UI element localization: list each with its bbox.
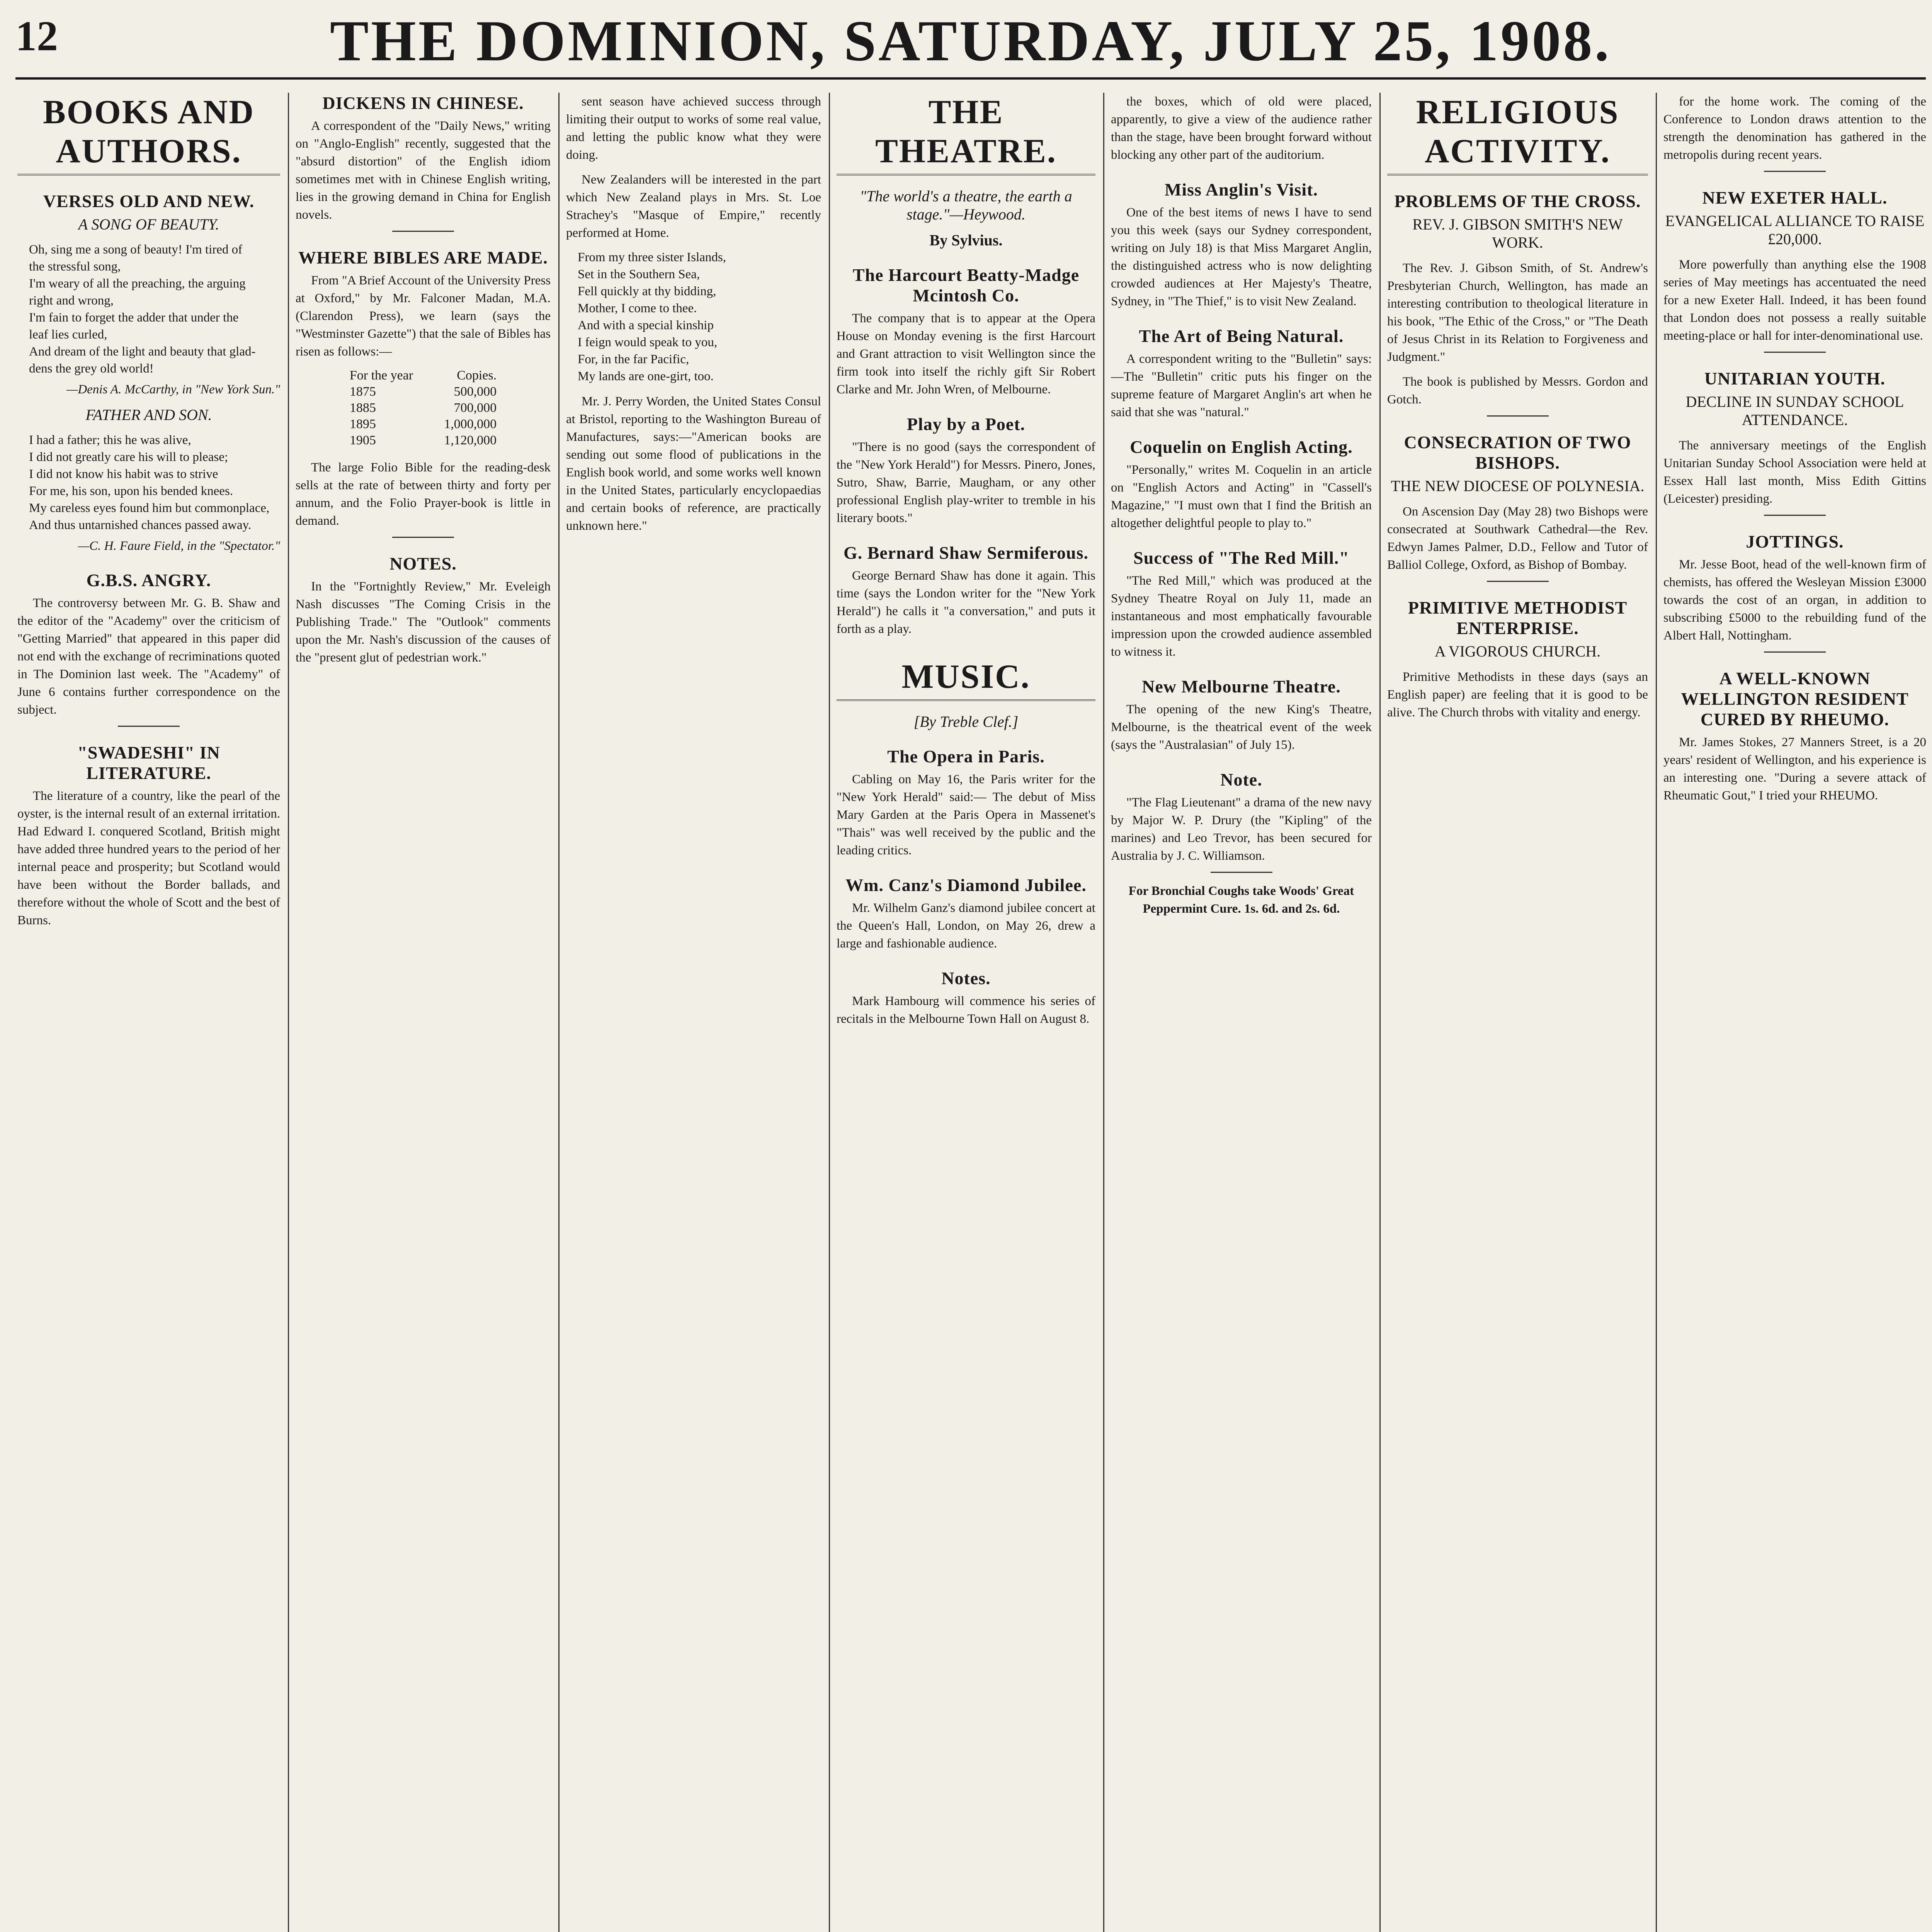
masthead — [15, 8, 1926, 73]
article-heading: VERSES OLD AND NEW. — [43, 191, 255, 211]
article-subheading: A VIGOROUS CHURCH. — [1434, 643, 1601, 660]
article-heading: PRIMITIVE METHODIST ENTERPRISE. — [1408, 598, 1628, 638]
article-body: Mr. Wilhelm Ganz's diamond jubilee concert at the Queen's Hall, London, on May 26, drew a large and fashionable audience. — [837, 901, 1095, 951]
table-cell: 700,000 — [454, 401, 497, 415]
article-body: "There is no good (says the correspondent of the "New York Herald") for Messrs. Pinero, Jones, Sutro, Shaw, Barrie, Maugham, or any other professional English play-writer to tremble in his literary boots." — [837, 440, 1095, 525]
poem-attribution: —C. H. Faure Field, in the "Spectator." — [78, 539, 280, 553]
section-title-music: MUSIC. — [901, 658, 1031, 696]
column-divider — [558, 93, 560, 1932]
section-rule — [837, 174, 1095, 175]
bible-sales-table — [334, 367, 512, 449]
article-body: the boxes, which of old were placed, apparently, to give a view of the audience rather than the stage, have been brought forward without blocking any other part of the auditorium. — [1111, 95, 1372, 162]
article-heading: CONSECRATION OF TWO BISHOPS. — [1404, 432, 1631, 473]
column-divider — [829, 93, 830, 1932]
section-rule — [1387, 174, 1648, 175]
table-cell: 1,120,000 — [444, 433, 497, 447]
article-body: Mark Hambourg will commence his series of recitals in the Melbourne Town Hall on August 8. — [837, 994, 1095, 1026]
table-header: Copies. — [457, 368, 497, 383]
article-body: for the home work. The coming of the Conference to London draws attention to the strength the denomination has gathered in the metropolis during recent years. — [1663, 95, 1926, 162]
column-divider — [1379, 93, 1381, 1932]
column-religious — [1387, 93, 1648, 1932]
article-heading: WHERE BIBLES ARE MADE. — [298, 248, 548, 267]
article-heading: A WELL-KNOWN WELLINGTON RESIDENT CURED BY RHEUMO. — [1681, 668, 1909, 729]
article-body: Mr. James Stokes, 27 Manners Street, is a 20 years' resident of Wellington, and his experience is an interesting one. "During a severe attack of Rheumatic Gout," I tried your RHEUMO. — [1663, 735, 1926, 803]
poem-line: My careless eyes found him but commonplace, — [29, 501, 270, 515]
article-body: The opening of the new King's Theatre, Melbourne, is the theatrical event of the week (says the "Australasian" of July 15). — [1111, 702, 1372, 752]
article-body: More powerfully than anything else the 1908 series of May meetings has accentuated the need for a new Exeter Hall. Indeed, it has been found that London does not possess a really suitable meeting-place or hall for inter-denominational use. — [1663, 258, 1926, 343]
article-rule — [1211, 872, 1272, 873]
column-divider — [1103, 93, 1104, 1932]
column-theatre-continued — [1111, 93, 1372, 1932]
article-body: Mr. J. Perry Worden, the United States Consul at Bristol, reporting to the Washington Bureau of Manufactures, says:—"American books are sending out some flood of publications in the English book world, and some works well known in the United States, particularly encyclopaedias and certain books of reference, are practically unknown here." — [566, 395, 821, 533]
article-heading: The Opera in Paris. — [887, 747, 1045, 766]
article-heading: UNITARIAN YOUTH. — [1704, 369, 1886, 388]
byline: By Sylvius. — [929, 231, 1003, 249]
article-body: sent season have achieved success through limiting their output to works of some real value, and letting the public know what they were doing. — [566, 95, 821, 162]
article-body: The book is published by Messrs. Gordon and Gotch. — [1387, 375, 1648, 406]
article-heading: DICKENS IN CHINESE. — [322, 93, 524, 113]
table-header: For the year — [349, 368, 413, 383]
article-body: George Bernard Shaw has done it again. This time (says the London writer for the "New York Herald") he calls it "a conversation," and puts it forth as a play. — [837, 569, 1095, 636]
poem-line: leaf lies curled, — [29, 328, 107, 342]
article-body: "The Flag Lieutenant" a drama of the new navy by Major W. P. Drury (the "Kipling" of the marines) and Leo Trevor, has been secured for Australia by J. C. Williamson. — [1111, 796, 1372, 863]
column-theatre — [837, 93, 1095, 1932]
poem-line: And with a special kinship — [578, 318, 714, 332]
poem-line: the stressful song, — [29, 260, 121, 274]
page-number: 12 — [15, 12, 58, 60]
article-body: One of the best items of news I have to send you this week (says our Sydney correspondent, writing on July 18) is that Miss Margaret Anglin, the distinguished actress who is now delighting crowded audiences at Her Majesty's Theatre, Sydney, in "The Thief," is to visit New Zealand. — [1111, 206, 1372, 308]
poem-line: And dream of the light and beauty that glad- — [29, 345, 256, 359]
table-cell: 1,000,000 — [444, 417, 497, 431]
article-heading: Notes. — [941, 968, 991, 988]
article-body: On Ascension Day (May 28) two Bishops were consecrated at Southwark Cathedral—the Rev. Edwyn James Palmer, D.D., Fellow and Tutor of Balliol College, Oxford, as Bishop of Bombay. — [1387, 505, 1648, 572]
article-heading: Miss Anglin's Visit. — [1164, 180, 1318, 199]
article-heading: JOTTINGS. — [1746, 532, 1844, 551]
poem-line: I'm weary of all the preaching, the arguing — [29, 277, 246, 291]
article-heading: Success of "The Red Mill." — [1133, 548, 1349, 568]
article-heading: Play by a Poet. — [906, 414, 1026, 434]
advertisement: For Bronchial Coughs take Woods' Great Peppermint Cure. 1s. 6d. and 2s. 6d. — [1128, 884, 1354, 916]
article-body: The literature of a country, like the pearl of the oyster, is the internal result of an external irritation. Had Edward I. conquered Scotland, British might have added three hundred years to the period of her internal peace and prosperity; but Scotland would have been without the Border ballads, and therefore without the whole of Scott and the best of Burns. — [17, 789, 280, 927]
table-row — [334, 400, 512, 416]
poem-line: Set in the Southern Sea, — [578, 267, 700, 281]
poem-line: For me, his son, upon his bended knees. — [29, 484, 233, 498]
column-books-authors — [17, 93, 280, 1932]
poem-line: Mother, I come to thee. — [578, 301, 697, 315]
newspaper-title: THE DOMINION, SATURDAY, JULY 25, 1908. — [330, 9, 1612, 73]
poem-title: A SONG OF BEAUTY. — [78, 216, 219, 233]
article-subheading: THE NEW DIOCESE OF POLYNESIA. — [1391, 477, 1645, 495]
article-heading: Wm. Canz's Diamond Jubilee. — [845, 875, 1087, 895]
poem-line: I did not know his habit was to strive — [29, 467, 218, 481]
section-rule — [837, 699, 1095, 701]
article-rule — [392, 231, 454, 232]
article-rule — [118, 726, 180, 727]
table-row — [334, 432, 512, 449]
poem-line: From my three sister Islands, — [578, 250, 726, 264]
article-body: The company that is to appear at the Opera House on Monday evening is the first Harcourt and Grant attraction to visit Wellington since the firm took into itself the richly gift Sir Robert Clarke and Mr. John Wren, of Melbourne. — [837, 311, 1095, 396]
article-rule — [1487, 581, 1549, 582]
article-rule — [1764, 515, 1826, 516]
article-rule — [1487, 415, 1549, 417]
article-body: The controversy between Mr. G. B. Shaw and the editor of the "Academy" over the criticism of "Getting Married" that appeared in this paper did not end with the exchange of recriminations quoted in The Dominion last week. The "Academy" of June 6 contains further correspondence on the subject. — [17, 596, 280, 717]
article-heading: PROBLEMS OF THE CROSS. — [1394, 191, 1641, 211]
poem-attribution: —Denis A. McCarthy, in "New York Sun." — [66, 383, 280, 396]
column-books-continued — [296, 93, 551, 1932]
article-body: From "A Brief Account of the University Press at Oxford," by Mr. Falconer Madan, M.A. (Clarendon Press), we learn (says the "Westminster Gazette") that the sale of Bibles has risen as follows:— — [296, 274, 551, 359]
article-heading: New Melbourne Theatre. — [1142, 677, 1341, 696]
column-books-continued-2 — [566, 93, 821, 1932]
article-body: "Personally," writes M. Coquelin in an article on "English Actors and Acting" in "Cassell's Magazine," "I must own that I find the British an altogether delightful people to play to." — [1111, 463, 1372, 530]
poem-line: Oh, sing me a song of beauty! I'm tired of — [29, 243, 243, 257]
article-body: Mr. Jesse Boot, head of the well-known firm of chemists, has offered the Wesleyan Mission £3000 towards the cost of an organ, in addition to subscribing £5000 to the rebuilding fund of the Albert Hall, Nottingham. — [1663, 558, 1926, 643]
article-rule — [392, 537, 454, 538]
table-cell: 1895 — [349, 417, 376, 431]
article-heading: "SWADESHI" IN LITERATURE. — [77, 743, 220, 783]
article-subheading: DECLINE IN SUNDAY SCHOOL ATTENDANCE. — [1685, 393, 1904, 429]
article-heading: NEW EXETER HALL. — [1702, 188, 1888, 207]
article-body: The large Folio Bible for the reading-desk sells at the rate of between thirty and forty per annum, and the Folio Prayer-book is little in demand. — [296, 461, 551, 528]
byline: [By Treble Clef.] — [913, 713, 1019, 730]
article-heading: G.B.S. ANGRY. — [86, 570, 211, 590]
article-heading: Note. — [1220, 770, 1262, 789]
table-cell: 1885 — [349, 401, 376, 415]
table-row — [334, 416, 512, 432]
poem-line: My lands are one-girt, too. — [578, 369, 714, 383]
article-body: A correspondent of the "Daily News," writing on "Anglo-English" recently, suggested that the "absurd distortion" of the English idiom sometimes met with in Chinese English writing, lies in the growing demand in China for English novels. — [296, 119, 551, 222]
column-divider — [1656, 93, 1657, 1932]
poem-line: Fell quickly at thy bidding, — [578, 284, 716, 298]
article-rule — [1764, 651, 1826, 653]
article-heading: Coquelin on English Acting. — [1130, 437, 1353, 457]
article-body: The Rev. J. Gibson Smith, of St. Andrew's Presbyterian Church, Wellington, has made an interesting contribution to theological literature in his book, "The Ethic of the Cross," or "The Death of Jesus Christ in its Relation to Forgiveness and Judgment." — [1387, 261, 1648, 364]
article-body: "The Red Mill," which was produced at the Sydney Theatre Royal on July 11, made an instantaneous and most emphatically favourable impression upon the crowded audience assembled to witness it. — [1111, 574, 1372, 659]
article-body: The anniversary meetings of the English Unitarian Sunday School Association were held at Essex Hall last month, Miss Edith Gittins (Leicester) presiding. — [1663, 439, 1926, 506]
section-title-theatre: THE THEATRE. — [875, 94, 1057, 170]
table-cell: 1905 — [349, 433, 376, 447]
section-epigraph: "The world's a theatre, the earth a stage."—Heywood. — [860, 187, 1072, 223]
poem-line: For, in the far Pacific, — [578, 352, 689, 366]
article-body: Primitive Methodists in these days (says an English paper) are feeling that it is good to be alive. The Church throbs with vitality and energy. — [1387, 670, 1648, 719]
poem-line: I'm fain to forget the adder that under the — [29, 311, 239, 325]
column-divider — [288, 93, 289, 1932]
poem-title: FATHER AND SON. — [85, 406, 212, 423]
table-cell: 1875 — [349, 384, 376, 399]
article-rule — [1764, 171, 1826, 172]
poem-line: I did not greatly care his will to please; — [29, 450, 228, 464]
masthead-rule — [15, 77, 1926, 80]
article-body: In the "Fortnightly Review," Mr. Eveleigh Nash discusses "The Coming Crisis in the Publishing Trade." The "Outlook" comments upon the Mr. Nash's discussion of the causes of the "present glut of pedestrian work." — [296, 580, 551, 665]
article-body: New Zealanders will be interested in the part which New Zealand plays in Mrs. St. Loe Strachey's "Masque of Empire," recently performed at Home. — [566, 173, 821, 240]
poem-line: And thus untarnished chances passed away. — [29, 518, 252, 532]
article-heading: G. Bernard Shaw Sermiferous. — [843, 543, 1089, 563]
column-religious-continued — [1663, 93, 1926, 1932]
article-subheading: REV. J. GIBSON SMITH'S NEW WORK. — [1412, 216, 1623, 251]
article-body: A correspondent writing to the "Bulletin" says:—The "Bulletin" critic puts his finger on the supreme feature of Margaret Anglin's art when he said that she was "natural." — [1111, 352, 1372, 419]
article-heading: The Art of Being Natural. — [1139, 326, 1344, 346]
poem-line: I feign would speak to you, — [578, 335, 718, 349]
poem-line: right and wrong, — [29, 294, 114, 308]
article-subheading: EVANGELICAL ALLIANCE TO RAISE £20,000. — [1665, 212, 1925, 248]
article-heading: NOTES. — [389, 554, 457, 573]
section-title-books: BOOKS AND AUTHORS. — [43, 94, 255, 170]
table-header-row — [334, 367, 512, 384]
article-rule — [1764, 352, 1826, 353]
poem-line: I had a father; this he was alive, — [29, 433, 191, 447]
table-cell: 500,000 — [454, 384, 497, 399]
article-heading: The Harcourt Beatty-Madge Mcintosh Co. — [852, 265, 1080, 305]
poem-line: dens the grey old world! — [29, 362, 154, 376]
table-row — [334, 384, 512, 400]
section-title-religious: RELIGIOUS ACTIVITY. — [1416, 94, 1619, 170]
article-body: Cabling on May 16, the Paris writer for the "New York Herald" said:— The debut of Miss Mary Garden at the Paris Opera in Massenet's "Thais" was well received by the public and the leading critics. — [837, 772, 1095, 857]
section-rule — [17, 174, 280, 175]
